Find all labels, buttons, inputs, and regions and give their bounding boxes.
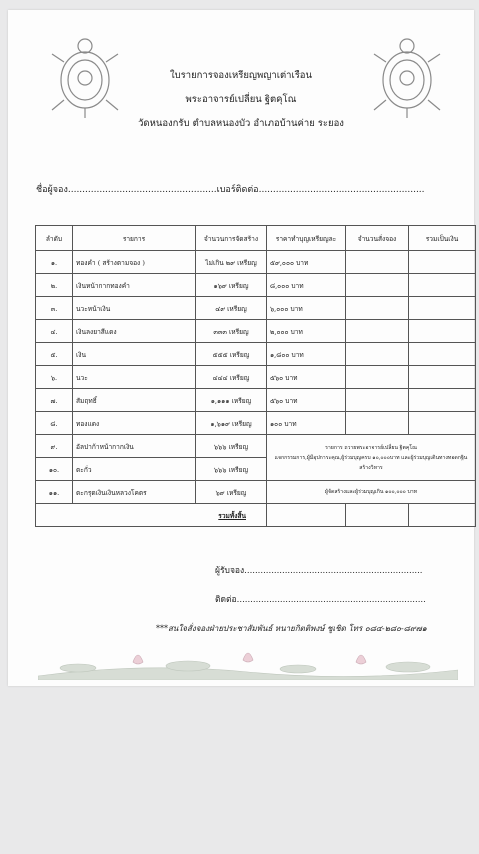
row-price: ๖,๐๐๐ บาท: [267, 297, 346, 320]
contact-info: ***สนใจสั่งจองฝ่ายประชาสัมพันธ์ หนายกิตติพงษ์ ชูเชิด โทร ๐๘๔-๒๘๐-๘๙๗๑: [156, 624, 427, 633]
sponsor-note: ผู้จัดสร้างและผู้ร่วมบุญเกิน ๑๐๐,๐๐๐ บาท: [267, 481, 476, 504]
row-item: สัมฤทธิ์: [73, 389, 196, 412]
row-price: ๒,๐๐๐ บาท: [267, 320, 346, 343]
row-item: นวะ: [73, 366, 196, 389]
order-table: [35, 225, 476, 527]
total-cell[interactable]: [409, 251, 476, 274]
row-number: ๕.: [36, 343, 73, 366]
row-quantity: ๖๖๖ เหรียญ: [196, 435, 267, 458]
temple-address: วัดหนองกรับ ตำบลหนองบัว อำเภอบ้านค่าย ระยอง: [138, 118, 344, 129]
row-number: ๓.: [36, 297, 73, 320]
table-row: [36, 297, 476, 320]
table-header-row: [36, 226, 476, 251]
order-count-cell[interactable]: [346, 251, 409, 274]
total-row: [36, 504, 476, 527]
table-row: [36, 389, 476, 412]
row-item: ทองแดง: [73, 412, 196, 435]
row-price: ๕๖๐ บาท: [267, 366, 346, 389]
phone-line[interactable]: ติดต่อ......................................................................: [215, 595, 426, 605]
row-quantity: ๖๙ เหรียญ: [196, 481, 267, 504]
table-row: [36, 412, 476, 435]
row-quantity: ๔๔๔ เหรียญ: [196, 366, 267, 389]
row-number: ๗.: [36, 389, 73, 412]
row-quantity: ๔๙ เหรียญ: [196, 297, 267, 320]
order-form-sheet: [8, 10, 474, 686]
row-item: นวะหน้าเงิน: [73, 297, 196, 320]
row-item: ตะกั่ว: [73, 458, 196, 481]
total-cell[interactable]: [409, 389, 476, 412]
table-row: [36, 366, 476, 389]
order-count-cell[interactable]: [346, 366, 409, 389]
row-number: ๑.: [36, 251, 73, 274]
order-count-cell[interactable]: [346, 343, 409, 366]
order-count-cell[interactable]: [346, 389, 409, 412]
grand-total-cell[interactable]: [409, 504, 476, 527]
row-price: ๕๙,๐๐๐ บาท: [267, 251, 346, 274]
row-number: ๑๑.: [36, 481, 73, 504]
row-item: อัลปาก้าหน้ากากเงิน: [73, 435, 196, 458]
row-number: ๑๐.: [36, 458, 73, 481]
total-cell[interactable]: [409, 366, 476, 389]
row-number: ๘.: [36, 412, 73, 435]
orderer-name-line[interactable]: ชื่อผู้จอง....................................................เบอร์ติดต่อ..........................................................: [36, 185, 425, 195]
table-row: [36, 320, 476, 343]
table-row: [36, 251, 476, 274]
row-number: ๒.: [36, 274, 73, 297]
col-header-price: ราคาทำบุญเหรียญละ: [267, 226, 346, 251]
form-title: ใบรายการจองเหรียญพญาเต่าเรือน: [169, 70, 313, 81]
row-item: ทองคำ ( สร้างตามจอง ): [73, 251, 196, 274]
table-row: [36, 343, 476, 366]
col-header-no: ลำดับ: [36, 226, 73, 251]
total-cell[interactable]: [409, 274, 476, 297]
table-row: [36, 481, 476, 504]
note-top: รายการ ถวายพระอาจารย์เปลี่ยน ฐิตคุโณ: [325, 444, 417, 451]
total-cell[interactable]: [409, 412, 476, 435]
distribution-note: [267, 435, 476, 481]
table-row: [36, 435, 476, 458]
receiver-line[interactable]: ผู้รับจอง..................................................................: [215, 566, 423, 576]
row-number: ๖.: [36, 366, 73, 389]
row-quantity: ๑๖๙ เหรียญ: [196, 274, 267, 297]
order-count-cell[interactable]: [346, 297, 409, 320]
col-header-order-count: จำนวนสั่งจอง: [346, 226, 409, 251]
table-row: [36, 274, 476, 297]
total-cell[interactable]: [409, 343, 476, 366]
note-mid: แจกกรรมการ,ผู้มีอุปการะคุณ,ผู้ร่วมบุญครบ ๑๐,๐๐๐บาท และผู้ร่วมบุญเดินทางทอดกฐินสร้างวิหาร: [274, 454, 468, 471]
row-item: เงินลงยาสีแดง: [73, 320, 196, 343]
lotus-border-icon: [38, 642, 458, 680]
row-price: ๘,๐๐๐ บาท: [267, 274, 346, 297]
row-price: ๑,๘๐๐ บาท: [267, 343, 346, 366]
row-item: ตะกรุดเงินเงินหลวงโคตร: [73, 481, 196, 504]
row-quantity: ไม่เกิน ๒๙ เหรียญ: [196, 251, 267, 274]
row-item: เงินหน้ากากทองคำ: [73, 274, 196, 297]
col-header-total: รวมเป็นเงิน: [409, 226, 476, 251]
row-quantity: ๑,๖๑๙ เหรียญ: [196, 412, 267, 435]
col-header-item: รายการ: [73, 226, 196, 251]
row-quantity: ๕๕๕ เหรียญ: [196, 343, 267, 366]
total-order-cell[interactable]: [346, 504, 409, 527]
row-item: เงิน: [73, 343, 196, 366]
monk-name: พระอาจารย์เปลี่ยน ฐิตคุโณ: [185, 94, 297, 105]
order-count-cell[interactable]: [346, 320, 409, 343]
col-header-quantity: จำนวนการจัดสร้าง: [196, 226, 267, 251]
row-quantity: ๖๖๖ เหรียญ: [196, 458, 267, 481]
row-number: ๔.: [36, 320, 73, 343]
row-price: ๕๖๐ บาท: [267, 389, 346, 412]
total-cell[interactable]: [409, 297, 476, 320]
row-number: ๙.: [36, 435, 73, 458]
order-count-cell[interactable]: [346, 274, 409, 297]
order-count-cell[interactable]: [346, 412, 409, 435]
row-quantity: ๑,๑๑๑ เหรียญ: [196, 389, 267, 412]
total-cell[interactable]: [409, 320, 476, 343]
row-price: ๑๐๐ บาท: [267, 412, 346, 435]
total-label: รวมทั้งสิ้น: [36, 504, 267, 527]
total-price-cell: [267, 504, 346, 527]
row-quantity: ๓๓๓ เหรียญ: [196, 320, 267, 343]
